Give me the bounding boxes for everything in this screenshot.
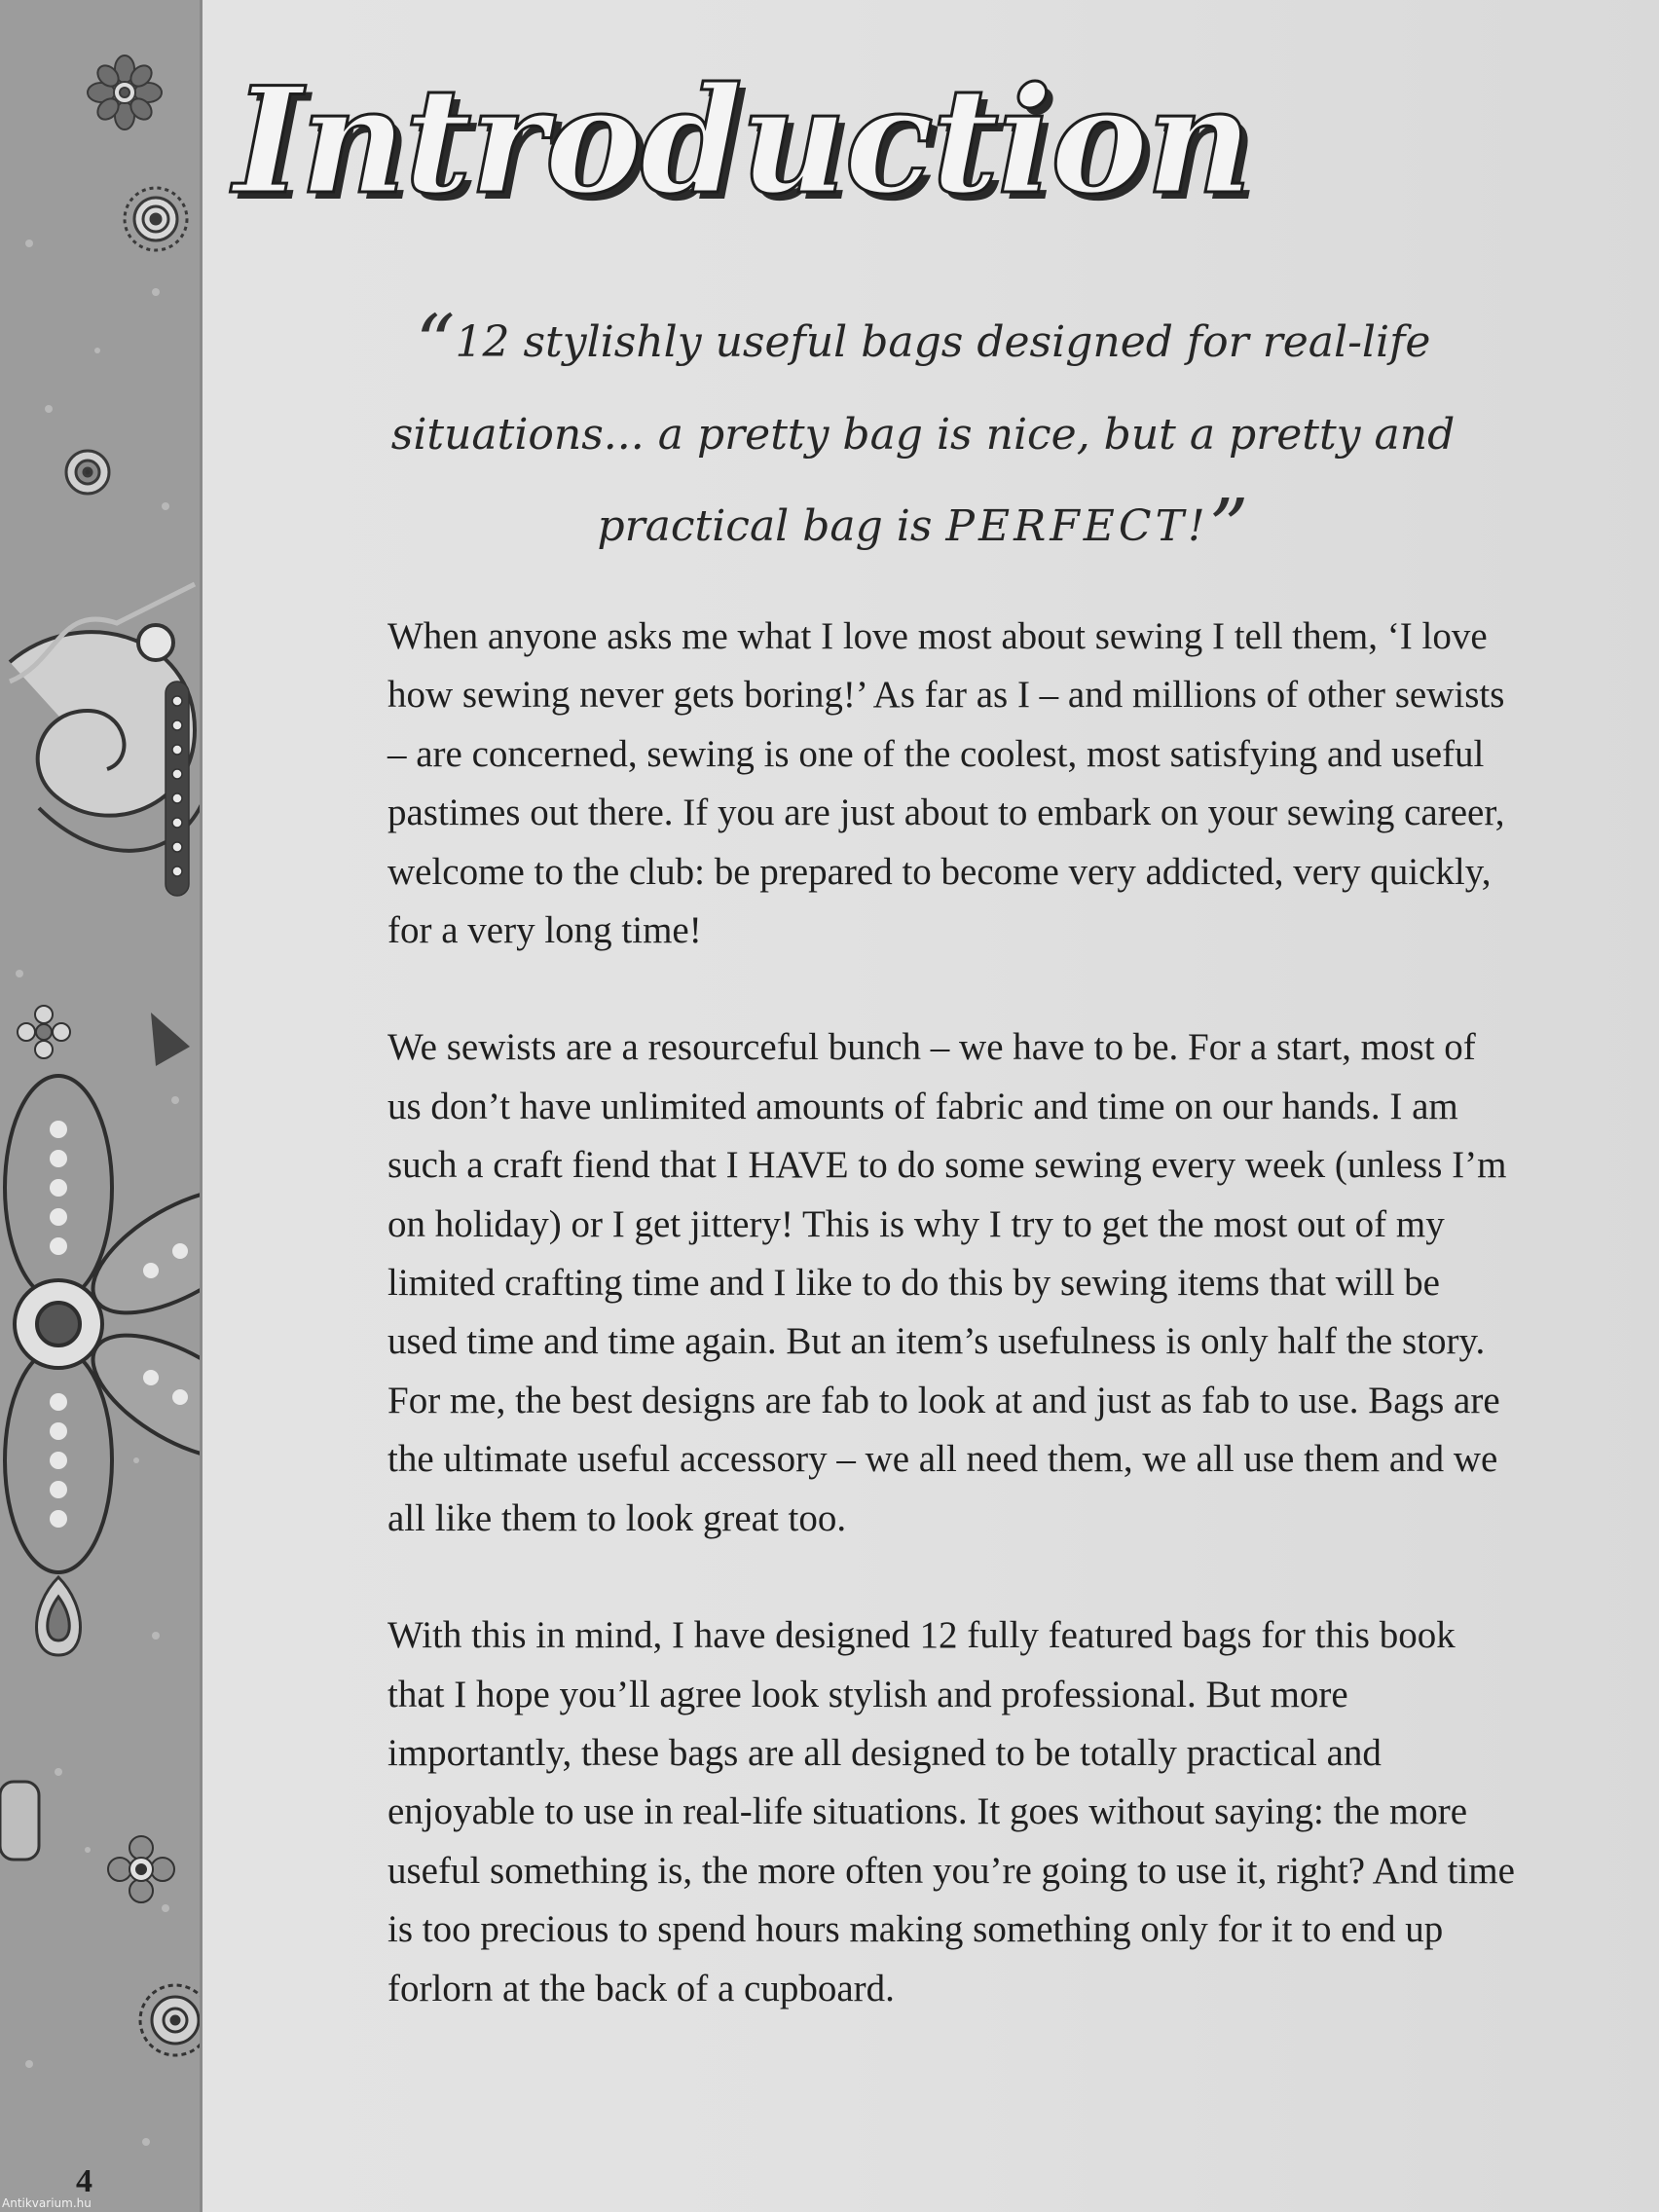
page-title: Introduction (234, 55, 1251, 227)
paragraph: With this in mind, I have designed 12 fully featured bags for this book that I hope you’ll agree look stylish and professional. But more importantly, these bags are all designed to be totally practical and enjoyable to use in real-life situations. It goes without saying: the more useful something is, the more often you’re going to use it, right? And time is too precious to spend hours making something only for it to end up forlorn at the back of a cupboard. (387, 1614, 1515, 2009)
quote-emphasis: PERFECT! (945, 501, 1209, 551)
decorative-floral-border (0, 0, 203, 2212)
paragraph: We sewists are a resourceful bunch – we have to be. For a start, most of us don’t have unlimited amounts of fabric and time on our hands. I am such a craft fiend that I HAVE to do some sewing every week (unless I’m on holiday) or I get jittery! This is why I try to get the most out of my limited crafting time and I like to do this by sewing items that will be used time and time again. But an item’s usefulness is only half the story. For me, the best designs are fab to look at and just as fab to use. Bags are the ultimate useful accessory – we all need them, we all use them and we all like them to look great too. (387, 1026, 1507, 1539)
quote-text: 12 stylishly useful bags designed for real-life situations... a pretty bag is nice, but a pretty and practical bag is (390, 317, 1456, 551)
open-quote-mark: “ (415, 298, 456, 388)
watermark: Antikvarium.hu (2, 2196, 92, 2210)
paragraph: When anyone asks me what I love most about sewing I tell them, ‘I love how sewing never gets boring!’ As far as I – and millions of other sewists – are concerned, sewing is one of the coolest, most satisfying and useful pastimes out there. If you are just about to embark on your sewing career, welcome to the club: be prepared to become very addicted, very quickly, for a very long time! (387, 615, 1505, 952)
pull-quote (310, 297, 1536, 573)
page-number: 4 (76, 2163, 92, 2199)
close-quote-mark: ” (1208, 482, 1249, 572)
body-text (387, 608, 1517, 2077)
floral-pattern-illustration (0, 0, 200, 2212)
